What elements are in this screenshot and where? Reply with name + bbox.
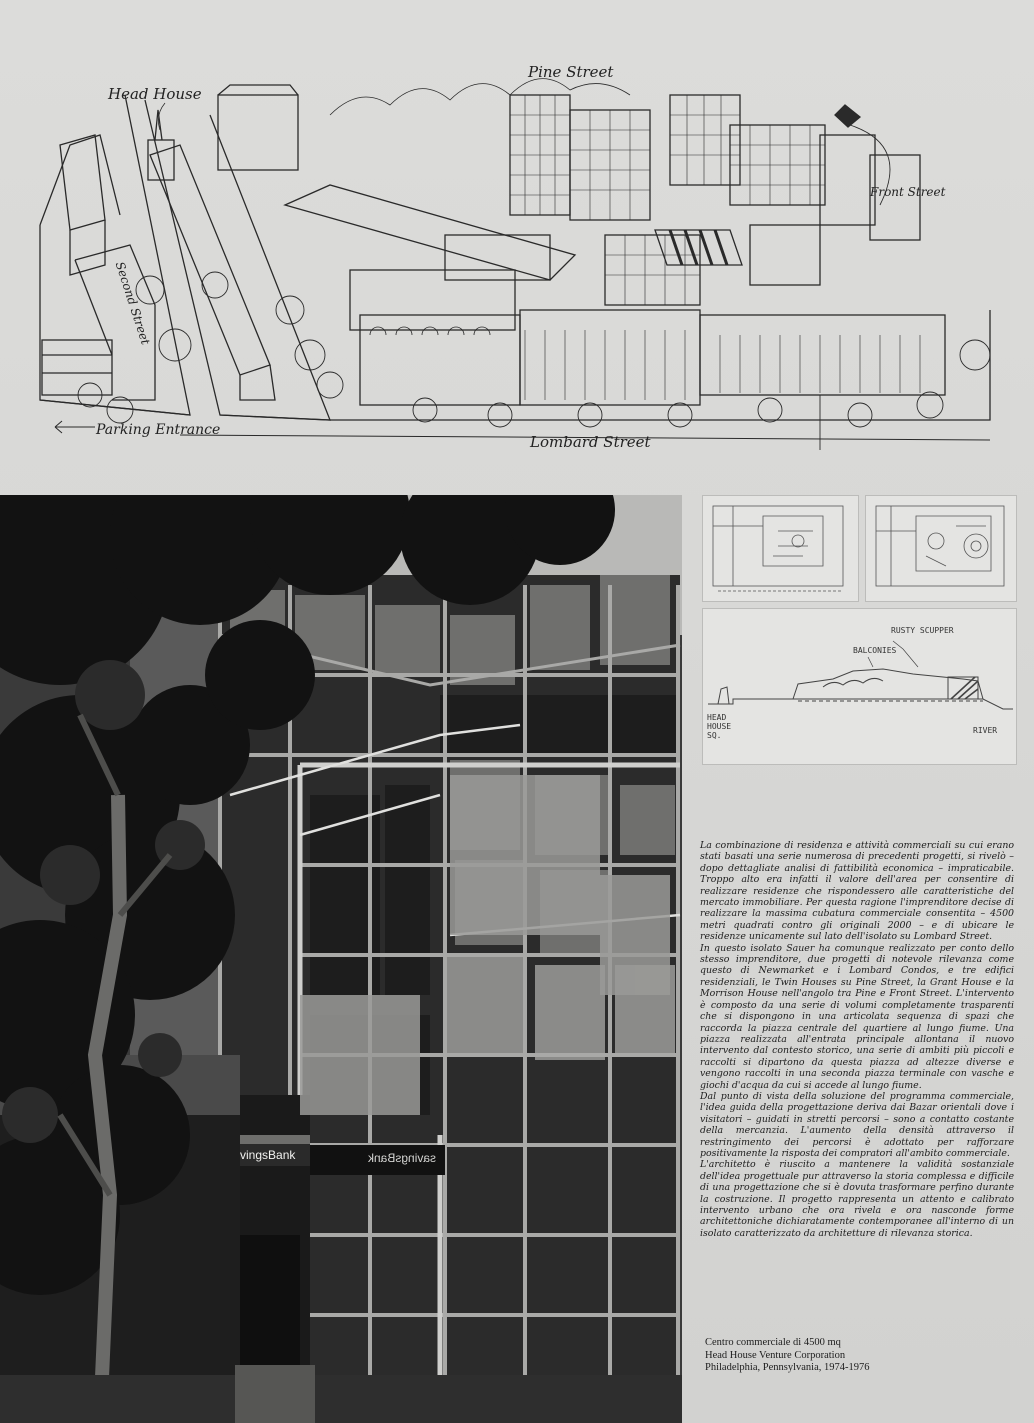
axonometric-site-drawing — [30, 55, 1005, 465]
plan-sketch-2 — [865, 495, 1017, 602]
credit-line-2: Head House Venture Corporation — [705, 1349, 846, 1361]
glass-facade-photo — [0, 495, 682, 1423]
label-head-house-sq: HEAD HOUSE SQ. — [707, 713, 732, 740]
site-section-drawing — [703, 609, 1016, 764]
label-second-street: Second Street — [112, 260, 153, 347]
credit-line-3: Philadelphia, Pennsylvania, 1974-1976 — [705, 1362, 870, 1373]
paragraph-1: La combinazione di residenza e attività commerciali su cui erano stati basati una serie numerosa di precedenti progetti, si rivelò – dopo dettagliate analisi di fattibilità economica – impraticabile. Troppo alto era infatti il valore dell'area per consentire di realizzare residenze che rispondessero alle caratteristiche del mercato immobiliare. Per questa ragione l'imprenditore decise di realizzare la massima cubatura commerciale consentita – 4500 metri quadrati contro gli originali 2000 – e di ubicare le residenze unicamente sul lato dell'isolato su Lombard Street. — [700, 840, 1014, 943]
label-rusty-scupper: RUSTY SCUPPER — [891, 626, 954, 635]
section-sketch — [702, 608, 1017, 765]
paragraph-3: Dal punto di vista della soluzione del programma commerciale, l'idea guida della progettazione deriva dai Bazar orientali dove i visitatori – guidati in stretti percorsi – sono a contatto costante della mercanzia. L'aumento della densità attraverso il restringimento dei percorsi è adottato per rafforzare positivamente la risposta dei compratori all'ambito commerciale. — [700, 1090, 1014, 1159]
plan-sketch-1 — [702, 495, 859, 602]
label-balconies: BALCONIES — [853, 646, 897, 655]
upper-plan-drawing — [866, 496, 1016, 601]
axonometric-sketch — [30, 55, 1005, 465]
bank-sign-reflection: savingsBank — [367, 1151, 436, 1165]
label-head-house: Head House — [108, 85, 202, 103]
label-lombard-street: Lombard Street — [530, 433, 651, 451]
label-parking-entrance: Parking Entrance — [96, 422, 221, 438]
bank-sign: vingsBank — [240, 1144, 310, 1166]
project-credits — [705, 1337, 1005, 1375]
paragraph-2: In questo isolato Sauer ha comunque realizzato per conto dello stesso imprenditore, due progetti di notevole rilevanza come questo di Newmarket e i Lombard Condos, e tre edifici residenziali, le Twin Houses su Pine Street, la Grant House e la Morrison House nell'angolo tra Pine e Front Street. L'intervento è composto da una serie di volumi completamente trasparenti che si dispongono in una articolata sequenza di spazi che raccorda la piazza centrale del quartiere al lungo fiume. Una piazza realizzata all'entrata principale allontana il nuovo intervento dal contesto storico, una serie di ambiti più piccoli e raccolti si dipartono da questa piazza ad altezze diverse e vengono raccolti in una seconda piazza terminale con vasche e giochi d'acqua da cui si accede al lungo fiume. — [700, 942, 1014, 1091]
article-body — [700, 840, 1014, 1239]
label-pine-street: Pine Street — [528, 63, 614, 81]
paragraph-4: L'architetto è riuscito a mantenere la validità sostanziale dell'idea progettuale pur attraverso la storia complessa e difficile di una progettazione che si è dovuta trasformare perfino durante la costruzione. Il progetto rappresenta un attento e calibrato intervento urbano che ora rivela e ora nasconde forme architettoniche dichiaratamente contemporanee all'interno di un isolato caratterizzato da architetture di rilevanza storica. — [700, 1159, 1014, 1239]
label-front-street: Front Street — [870, 185, 946, 199]
ground-plan-drawing — [703, 496, 858, 601]
building-photograph — [0, 495, 682, 1423]
label-river: RIVER — [973, 726, 998, 735]
credit-line-1: Centro commerciale di 4500 mq — [705, 1337, 841, 1348]
